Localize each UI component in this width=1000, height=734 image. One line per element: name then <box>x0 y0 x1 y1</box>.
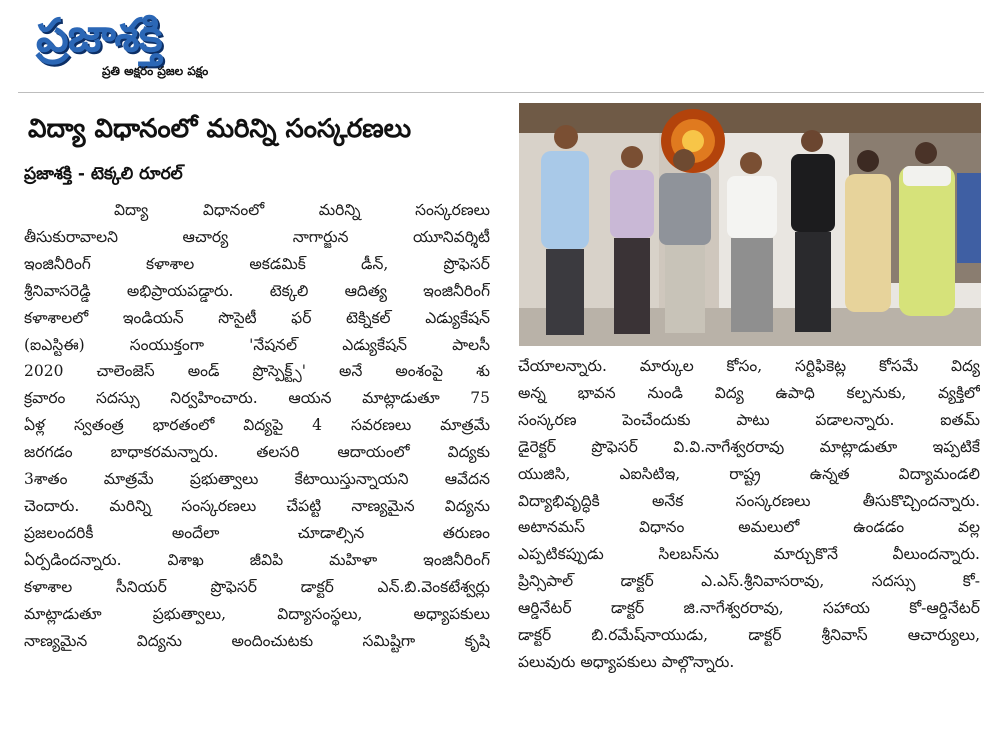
article-dateline: ప్రజాశక్తి - టెక్కలి రూరల్ <box>24 164 183 184</box>
body-line: మాట్లాడుతూ ప్రభుత్వాలు, విద్యాసంస్థలు, అధ్యాపకులు <box>24 604 490 623</box>
body-line: అటానమస్ విధానం అమలులో ఉండడం వల్ల <box>518 518 980 537</box>
body-line: ఎప్పటికప్పుడు సిలబస్‌ను మార్చుకొనే వీలుందన్నారు. <box>518 545 980 564</box>
body-line: జరగడం బాధాకరమన్నారు. తలసరి ఆదాయంలో విద్యకు <box>24 443 490 462</box>
body-line: ప్రజలందరికీ అందేలా చూడాల్సిన తరుణం <box>24 523 490 542</box>
body-line: విద్యా విధానంలో మరిన్ని సంస్కరణలు <box>114 201 490 219</box>
body-line: సంస్కరణ పెంచేందుకు పాటు పడాలన్నారు. ఐతమ్ <box>518 410 980 429</box>
newspaper-tagline: ప్రతి అక్షరం ప్రజల పక్షం <box>102 64 209 78</box>
body-line: డాక్టర్ బి.రమేష్‌నాయుడు, డాక్టర్ శ్రీనివాస్ ఆచార్యులు, <box>518 626 980 645</box>
body-line: కళాశాల సీనియర్ ప్రొఫెసర్ డాక్టర్ ఎన్.బి.వెంకటేశ్వర్లు <box>24 577 490 596</box>
body-line: 2020 చాలెంజెస్ అండ్ ప్రొస్పెక్ట్స్' అనే అంశంపై శు <box>24 362 490 381</box>
body-line: ఆర్డినేటర్ డాక్టర్ జి.నాగేశ్వరరావు, సహాయ కో-ఆర్డినేటర్ <box>518 599 980 618</box>
body-line: శ్రీనివాసరెడ్డి అభిప్రాయపడ్డారు. టెక్కలి ఆదిత్య ఇంజినీరింగ్ <box>24 281 490 300</box>
body-line: అన్న భావన నుండి విద్య ఉపాధి కల్పనుకు, వ్యక్తిలో <box>518 383 980 402</box>
body-line: చెందారు. మరిన్ని సంస్కరణలు చేపట్టి నాణ్యమైన విద్యను <box>24 496 490 515</box>
person-7 <box>899 142 955 316</box>
event-photo <box>519 103 981 346</box>
body-line: తీసుకురావాలని ఆచార్య నాగార్జున యూనివర్శిటీ <box>24 227 490 246</box>
person-1 <box>541 125 589 335</box>
body-line: యుజిసి, ఎఐసిటిఇ, రాష్ట్ర ఉన్నత విద్యామండలి <box>518 464 980 483</box>
body-line: చేయాలన్నారు. మార్కుల కోసం, సర్టిఫికెట్ల కోసమే విద్య <box>518 357 980 375</box>
masthead <box>36 6 286 86</box>
body-line: ఏళ్ల స్వతంత్ర భారతంలో విద్యపై 4 సవరణలు మాత్రమే <box>24 416 490 435</box>
body-line: డైరెక్టర్ ప్రొఫెసర్ వి.వి.నాగేశ్వరరావు మాట్లాడుతూ ఇప్పటికే <box>518 437 980 456</box>
body-line: ఏర్పడిందన్నారు. విశాఖ జీవిపి మహిళా ఇంజినీరింగ్ <box>24 550 490 569</box>
article-column-1 <box>24 197 490 654</box>
newspaper-logo: ప్రజాశక్తి <box>36 8 162 62</box>
body-line: పలువురు అధ్యాపకులు పాల్గొన్నారు. <box>518 652 735 671</box>
body-line: ఇంజినీరింగ్ కళాశాల అకడమిక్ డీన్, ప్రొఫెసర్ <box>24 254 490 273</box>
person-5 <box>791 130 835 332</box>
body-line: 3శాతం మాత్రమే ప్రభుత్వాలు కేటాయిస్తున్నాయని ఆవేదన <box>24 470 490 489</box>
body-line: ప్రిన్సిపాల్ డాక్టర్ ఎ.ఎస్.శ్రీనివాసరావు, సదస్సు కో- <box>518 572 980 591</box>
person-4 <box>727 152 777 332</box>
person-3 <box>659 149 711 333</box>
article-headline: విద్యా విధానంలో మరిన్ని సంస్కరణలు <box>28 114 412 144</box>
body-line: కళాశాలలో ఇండియన్ సొసైటీ ఫర్ టెక్నికల్ ఎడ్యుకేషన్ <box>24 308 490 327</box>
masthead-divider <box>18 92 984 93</box>
body-line: క్రవారం సదస్సు నిర్వహించారు. ఆయన మాట్లాడుతూ 75 <box>24 389 490 408</box>
body-line: విద్యాభివృద్ధికి అనేక సంస్కరణలు తీసుకొచ్చిందన్నారు. <box>518 491 980 510</box>
person-2 <box>610 146 654 334</box>
body-line: (ఐఎస్టిఈ) సంయుక్తంగా 'నేషనల్ ఎడ్యుకేషన్ పాలసీ <box>24 335 490 354</box>
body-line: నాణ్యమైన విద్యను అందించుటకు సమిష్టిగా కృషి <box>24 631 490 650</box>
article-column-2 <box>518 353 980 676</box>
